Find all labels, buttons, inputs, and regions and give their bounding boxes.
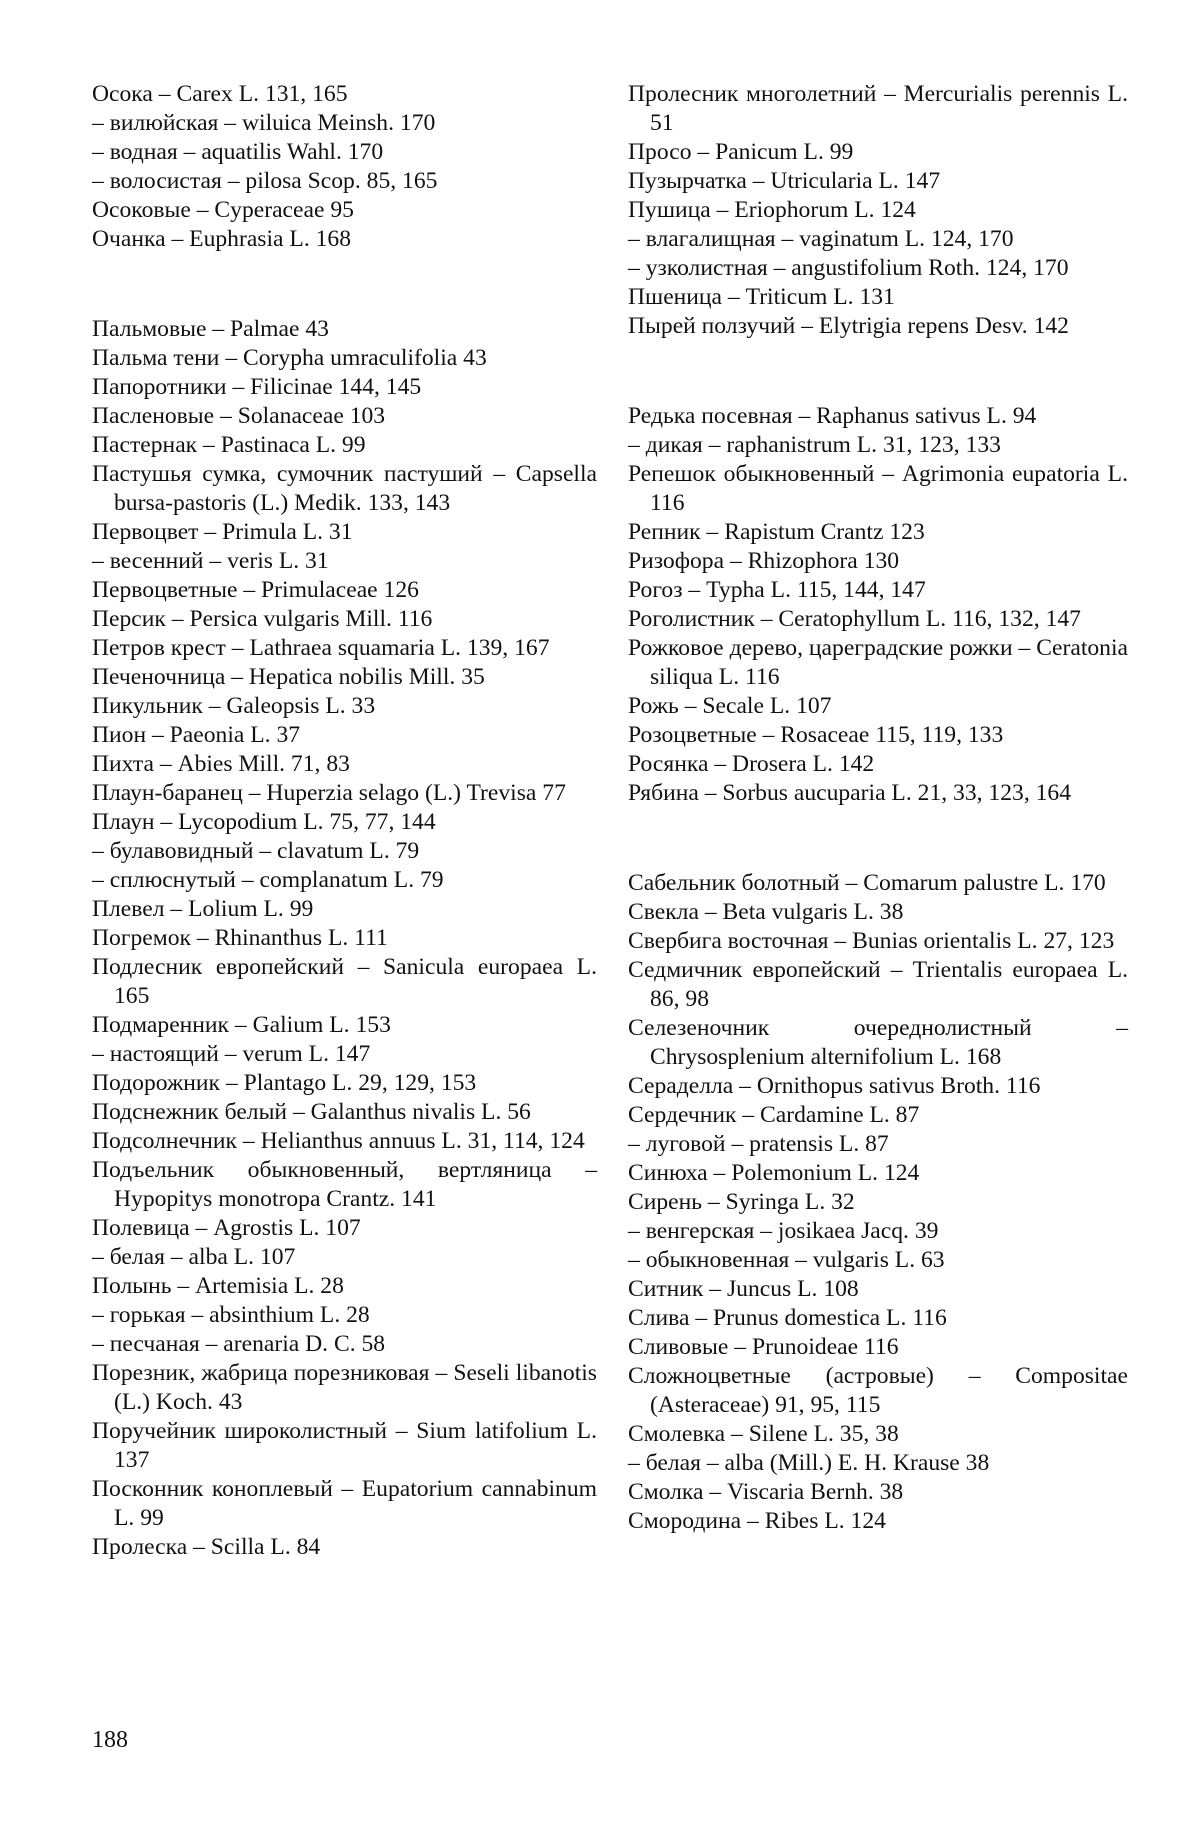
index-entry: – луговой – pratensis L. 87 (628, 1131, 889, 1157)
index-entry: Смолевка – Silene L. 35, 38 (628, 1421, 899, 1447)
index-entry: Рогоз – Typha L. 115, 144, 147 (628, 577, 926, 603)
section-gap (92, 270, 597, 299)
index-entry: Плевел – Lolium L. 99 (92, 896, 314, 922)
index-entry: Петров крест – Lathraea squamaria L. 139, 167 (92, 635, 550, 661)
index-entry: Полевица – Agrostis L. 107 (92, 1215, 361, 1241)
index-entry: Слива – Prunus domestica L. 116 (628, 1305, 947, 1331)
index-entry: Первоцвет – Primula L. 31 (92, 519, 353, 545)
index-entry: – влагалищная – vaginatum L. 124, 170 (628, 226, 1014, 252)
index-entry: Синюха – Polemonium L. 124 (628, 1160, 920, 1186)
index-entry: Пушица – Eriophorum L. 124 (628, 197, 916, 223)
index-entry: Подлесник европейский – Sanicula europaea L. 165 (92, 954, 597, 1009)
index-entry: Ризофора – Rhizophora 130 (628, 548, 900, 574)
index-entry: – водная – aquatilis Wahl. 170 (92, 139, 384, 165)
index-entry: – узколистная – angustifolium Roth. 124, 170 (628, 255, 1069, 281)
index-entry: Свербига восточная – Bunias orientalis L. 27, 123 (628, 928, 1115, 954)
index-column-left (92, 80, 597, 1562)
index-entry: Свекла – Beta vulgaris L. 38 (628, 899, 904, 925)
index-entry: Росянка – Drosera L. 142 (628, 751, 875, 777)
index-entry: Пшеница – Triticum L. 131 (628, 284, 895, 310)
index-entry: Роголистник – Ceratophyllum L. 116, 132, 147 (628, 606, 1081, 632)
index-entry: Погремок – Rhinanthus L. 111 (92, 925, 388, 951)
index-entry: Пион – Paeonia L. 37 (92, 722, 301, 748)
index-entry: Селезеночник очереднолистный – Chrysosplenium alternifolium L. 168 (628, 1015, 1128, 1070)
index-entry: Подмаренник – Galium L. 153 (92, 1012, 391, 1038)
index-entry: Смородина – Ribes L. 124 (628, 1508, 886, 1534)
index-entry: Рябина – Sorbus aucuparia L. 21, 33, 123, 164 (628, 780, 1072, 806)
index-entry: Осоковые – Cyperaceae 95 (92, 197, 354, 223)
index-entry: Поручейник широколистный – Sium latifolium L. 137 (92, 1418, 597, 1473)
index-entry: – дикая – raphanistrum L. 31, 123, 133 (628, 432, 1001, 458)
index-entry: Плаун – Lycopodium L. 75, 77, 144 (92, 809, 436, 835)
index-entry: Сабельник болотный – Comarum palustre L. 170 (628, 870, 1106, 896)
index-entry: – венгерская – josikaea Jacq. 39 (628, 1218, 939, 1244)
index-entry: Пастушья сумка, сумочник пастуший – Capsella bursa-pastoris (L.) Medik. 133, 143 (92, 461, 597, 516)
index-entry: Розоцветные – Rosaceae 115, 119, 133 (628, 722, 1004, 748)
index-entry: Сердечник – Cardamine L. 87 (628, 1102, 920, 1128)
index-entry: Рожковое дерево, цареградские рожки – Ceratonia siliqua L. 116 (628, 635, 1128, 690)
index-entry: – волосистая – pilosa Scop. 85, 165 (92, 168, 438, 194)
index-entry: Пасленовые – Solanaceae 103 (92, 403, 386, 429)
section-gap (628, 357, 1128, 386)
index-entry: Сложноцветные (астровые) – Compositae (Asteraceae) 91, 95, 115 (628, 1363, 1128, 1418)
index-entry: Посконник коноплевый – Eupatorium cannabinum L. 99 (92, 1476, 597, 1531)
index-entry: Плаун-баранец – Huperzia selago (L.) Trevisa 77 (92, 780, 566, 806)
index-entry: – весенний – veris L. 31 (92, 548, 329, 574)
index-entry: Печеночница – Hepatica nobilis Mill. 35 (92, 664, 485, 690)
index-entry: Пикульник – Galeopsis L. 33 (92, 693, 376, 719)
index-entry: Пролеска – Scilla L. 84 (92, 1534, 321, 1560)
index-entry: Репешок обыкновенный – Agrimonia eupatoria L. 116 (628, 461, 1128, 516)
index-entry: Первоцветные – Primulaceae 126 (92, 577, 419, 603)
index-entry: Осока – Carex L. 131, 165 (92, 81, 348, 107)
index-entry: – сплюснутый – complanatum L. 79 (92, 867, 444, 893)
index-entry: – белая – alba L. 107 (92, 1244, 296, 1270)
index-entry: Пальмовые – Palmae 43 (92, 316, 329, 342)
index-entry: Пихта – Abies Mill. 71, 83 (92, 751, 350, 777)
index-entry: Подснежник белый – Galanthus nivalis L. 56 (92, 1099, 531, 1125)
index-entry: Пальма тени – Corypha umraculifolia 43 (92, 345, 487, 371)
index-entry: Пузырчатка – Utricularia L. 147 (628, 168, 941, 194)
index-entry: – песчаная – arenaria D. C. 58 (92, 1331, 386, 1357)
index-entry: – булавовидный – clavatum L. 79 (92, 838, 420, 864)
index-entry: Подъельник обыкновенный, вертляница – Hypopitys monotropa Crantz. 141 (92, 1157, 597, 1212)
index-entry: – обыкновенная – vulgaris L. 63 (628, 1247, 945, 1273)
index-entry: Сливовые – Prunoideae 116 (628, 1334, 899, 1360)
page-number: 188 (92, 1727, 128, 1753)
index-entry: – вилюйская – wiluica Meinsh. 170 (92, 110, 436, 136)
index-entry: Пырей ползучий – Elytrigia repens Desv. 142 (628, 313, 1069, 339)
index-entry: Рожь – Secale L. 107 (628, 693, 832, 719)
index-entry: Смолка – Viscaria Bernh. 38 (628, 1479, 904, 1505)
section-gap (628, 824, 1128, 853)
index-entry: Очанка – Euphrasia L. 168 (92, 226, 352, 252)
index-column-right (628, 80, 1128, 1536)
index-entry: Полынь – Artemisia L. 28 (92, 1273, 344, 1299)
index-entry: Подорожник – Plantago L. 29, 129, 153 (92, 1070, 477, 1096)
index-entry: Пролесник многолетний – Mercurialis perennis L. 51 (628, 81, 1128, 136)
index-entry: Репник – Rapistum Crantz 123 (628, 519, 925, 545)
index-entry: Сераделла – Ornithopus sativus Broth. 116 (628, 1073, 1041, 1099)
index-entry: Просо – Panicum L. 99 (628, 139, 854, 165)
index-entry: Папоротники – Filicinae 144, 145 (92, 374, 422, 400)
index-entry: – белая – alba (Mill.) E. H. Krause 38 (628, 1450, 990, 1476)
index-entry: Подсолнечник – Helianthus annuus L. 31, 114, 124 (92, 1128, 585, 1154)
index-entry: Сирень – Syringa L. 32 (628, 1189, 855, 1215)
index-entry: Седмичник европейский – Trientalis europaea L. 86, 98 (628, 957, 1128, 1012)
index-entry: Ситник – Juncus L. 108 (628, 1276, 859, 1302)
index-entry: Персик – Persica vulgaris Mill. 116 (92, 606, 433, 632)
index-entry: – настоящий – verum L. 147 (92, 1041, 371, 1067)
index-entry: Пастернак – Pastinaca L. 99 (92, 432, 366, 458)
index-entry: Редька посевная – Raphanus sativus L. 94 (628, 403, 1037, 429)
index-entry: Порезник, жабрица порезниковая – Seseli libanotis (L.) Koch. 43 (92, 1360, 597, 1415)
index-entry: – горькая – absinthium L. 28 (92, 1302, 370, 1328)
